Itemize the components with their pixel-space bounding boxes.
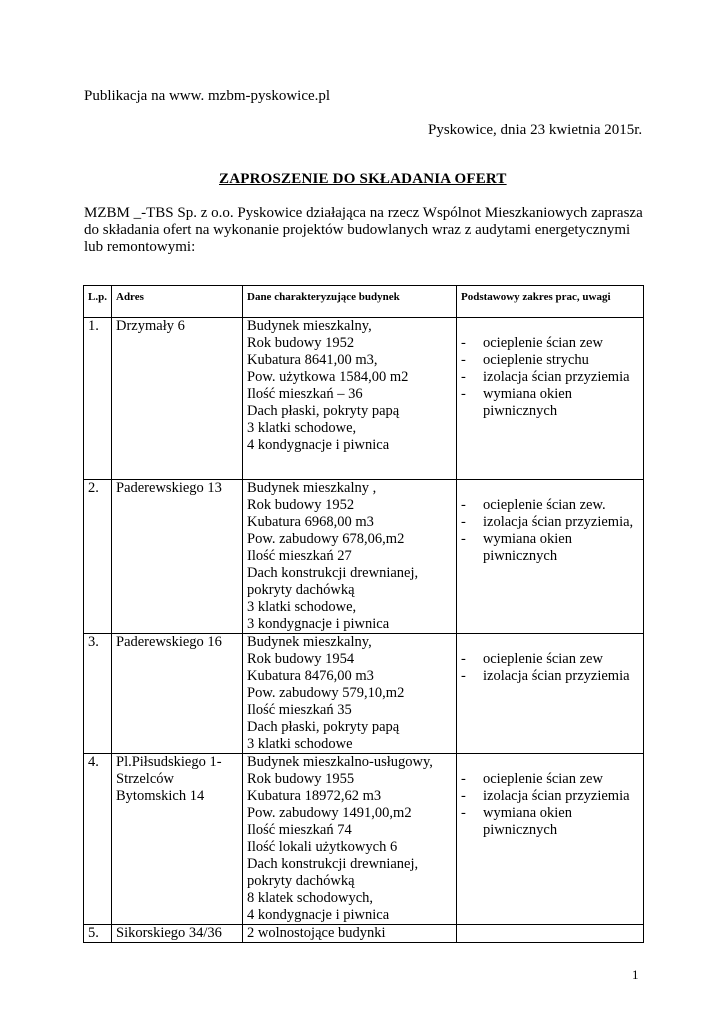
work-item xyxy=(461,369,639,386)
description-line: Dach płaski, pokryty papą xyxy=(247,719,400,735)
work-item-text: wymiana okien xyxy=(483,805,572,821)
row-number: 1. xyxy=(84,318,112,480)
row-number: 3. xyxy=(84,634,112,754)
work-item xyxy=(461,335,639,352)
works-list xyxy=(461,480,639,565)
description-line: 4 kondygnacje i piwnica xyxy=(247,907,390,923)
work-item xyxy=(461,668,639,685)
intro-line: lub remontowymi: xyxy=(84,239,196,255)
description-line: Pow. zabudowy 579,10,m2 xyxy=(247,685,405,701)
work-item-continuation: piwnicznych xyxy=(483,548,558,564)
address-line: Drzymały 6 xyxy=(116,318,185,334)
row-description xyxy=(243,634,457,754)
row-works xyxy=(457,480,644,634)
intro-line: MZBM _-TBS Sp. z o.o. Pyskowice działająca na rzecz Wspólnot Mieszkaniowych zaprasza xyxy=(84,205,643,221)
description-line: Ilość lokali użytkowych 6 xyxy=(247,839,398,855)
description-line: Kubatura 8641,00 m3, xyxy=(247,352,378,368)
row-works xyxy=(457,754,644,925)
table-row xyxy=(84,925,644,943)
description-line: Ilość mieszkań 74 xyxy=(247,822,352,838)
description-line: Kubatura 6968,00 m3 xyxy=(247,514,374,530)
description-line: Budynek mieszkalny, xyxy=(247,634,372,650)
description-line: Pow. użytkowa 1584,00 m2 xyxy=(247,369,409,385)
description-line: 3 klatki schodowe, xyxy=(247,599,357,615)
description-line: Rok budowy 1952 xyxy=(247,335,355,351)
address-line: Paderewskiego 16 xyxy=(116,634,222,650)
row-number: 4. xyxy=(84,754,112,925)
work-item-text: izolacja ścian przyziemia, xyxy=(483,514,634,530)
description-line: 8 klatek schodowych, xyxy=(247,890,374,906)
work-item-text: izolacja ścian przyziemia xyxy=(483,788,630,804)
row-description xyxy=(243,754,457,925)
address-line: Sikorskiego 34/36 xyxy=(116,925,222,941)
buildings-table xyxy=(83,285,644,943)
work-item-text: izolacja ścian przyziemia xyxy=(483,668,630,684)
work-item-continuation: piwnicznych xyxy=(483,822,558,838)
description-line: 3 kondygnacje i piwnica xyxy=(247,616,390,632)
description-line: pokryty dachówką xyxy=(247,582,355,598)
works-list xyxy=(461,318,639,420)
description-line: Kubatura 8476,00 m3 xyxy=(247,668,374,684)
description-line: Ilość mieszkań 35 xyxy=(247,702,352,718)
work-item-text: izolacja ścian przyziemia xyxy=(483,369,630,385)
row-number: 5. xyxy=(84,925,112,943)
description-line: pokryty dachówką xyxy=(247,873,355,889)
work-item xyxy=(461,352,639,369)
row-address xyxy=(112,318,243,480)
row-description xyxy=(243,925,457,943)
work-item xyxy=(461,497,639,514)
row-address xyxy=(112,634,243,754)
intro-line: do składania ofert na wykonanie projektów budowlanych wraz z audytami energetycznymi xyxy=(84,222,631,238)
description-line: Budynek mieszkalny, xyxy=(247,318,372,334)
address-line: Bytomskich 14 xyxy=(116,788,205,804)
table-row xyxy=(84,318,644,480)
header-works: Podstawowy zakres prac, uwagi xyxy=(457,286,644,318)
work-item xyxy=(461,531,639,565)
work-item xyxy=(461,514,639,531)
work-item xyxy=(461,788,639,805)
row-number: 2. xyxy=(84,480,112,634)
header-lp: L.p. xyxy=(84,286,112,318)
work-item-text: wymiana okien xyxy=(483,531,572,547)
work-item-continuation: piwnicznych xyxy=(483,403,558,419)
work-item xyxy=(461,386,639,420)
table-row xyxy=(84,480,644,634)
description-line: 3 klatki schodowe, xyxy=(247,420,357,436)
work-item-text: ocieplenie ścian zew. xyxy=(483,497,606,513)
header-address: Adres xyxy=(112,286,243,318)
row-address xyxy=(112,480,243,634)
description-line: Rok budowy 1955 xyxy=(247,771,355,787)
table-row xyxy=(84,634,644,754)
works-list xyxy=(461,634,639,685)
description-line: Pow. zabudowy 1491,00,m2 xyxy=(247,805,412,821)
row-works xyxy=(457,925,644,943)
description-line: Ilość mieszkań – 36 xyxy=(247,386,363,402)
work-item-text: ocieplenie ścian zew xyxy=(483,651,603,667)
row-works xyxy=(457,634,644,754)
place-date: Pyskowice, dnia 23 kwietnia 2015r. xyxy=(428,122,643,138)
table-header-row xyxy=(84,286,644,318)
description-line: 2 wolnostojące budynki xyxy=(247,925,386,941)
description-line: 3 klatki schodowe xyxy=(247,736,353,752)
description-line: Kubatura 18972,62 m3 xyxy=(247,788,382,804)
description-line: Rok budowy 1952 xyxy=(247,497,355,513)
description-line: 4 kondygnacje i piwnica xyxy=(247,437,390,453)
description-line: Dach konstrukcji drewnianej, xyxy=(247,565,419,581)
page-number: 1 xyxy=(632,967,639,982)
row-works xyxy=(457,318,644,480)
description-line: Dach płaski, pokryty papą xyxy=(247,403,400,419)
description-line: Dach konstrukcji drewnianej, xyxy=(247,856,419,872)
address-line: Paderewskiego 13 xyxy=(116,480,222,496)
address-line: Pl.Piłsudskiego 1- xyxy=(116,754,222,770)
works-list xyxy=(461,754,639,839)
description-line: Budynek mieszkalno-usługowy, xyxy=(247,754,433,770)
work-item xyxy=(461,805,639,839)
work-item-text: ocieplenie ścian zew xyxy=(483,335,603,351)
header-description: Dane charakteryzujące budynek xyxy=(243,286,457,318)
document-title: ZAPROSZENIE DO SKŁADANIA OFERT xyxy=(219,171,507,187)
description-line: Rok budowy 1954 xyxy=(247,651,355,667)
work-item xyxy=(461,771,639,788)
row-description xyxy=(243,480,457,634)
work-item-text: ocieplenie ścian zew xyxy=(483,771,603,787)
description-line: Ilość mieszkań 27 xyxy=(247,548,352,564)
table-row xyxy=(84,754,644,925)
row-description xyxy=(243,318,457,480)
work-item-text: ocieplenie strychu xyxy=(483,352,589,368)
description-line: Pow. zabudowy 678,06,m2 xyxy=(247,531,405,547)
address-line: Strzelców xyxy=(116,771,174,787)
publication-note: Publikacja na www. mzbm-pyskowice.pl xyxy=(84,88,331,104)
row-address xyxy=(112,754,243,925)
row-address xyxy=(112,925,243,943)
intro-paragraph xyxy=(84,205,644,256)
work-item-text: wymiana okien xyxy=(483,386,572,402)
work-item xyxy=(461,651,639,668)
description-line: Budynek mieszkalny , xyxy=(247,480,377,496)
